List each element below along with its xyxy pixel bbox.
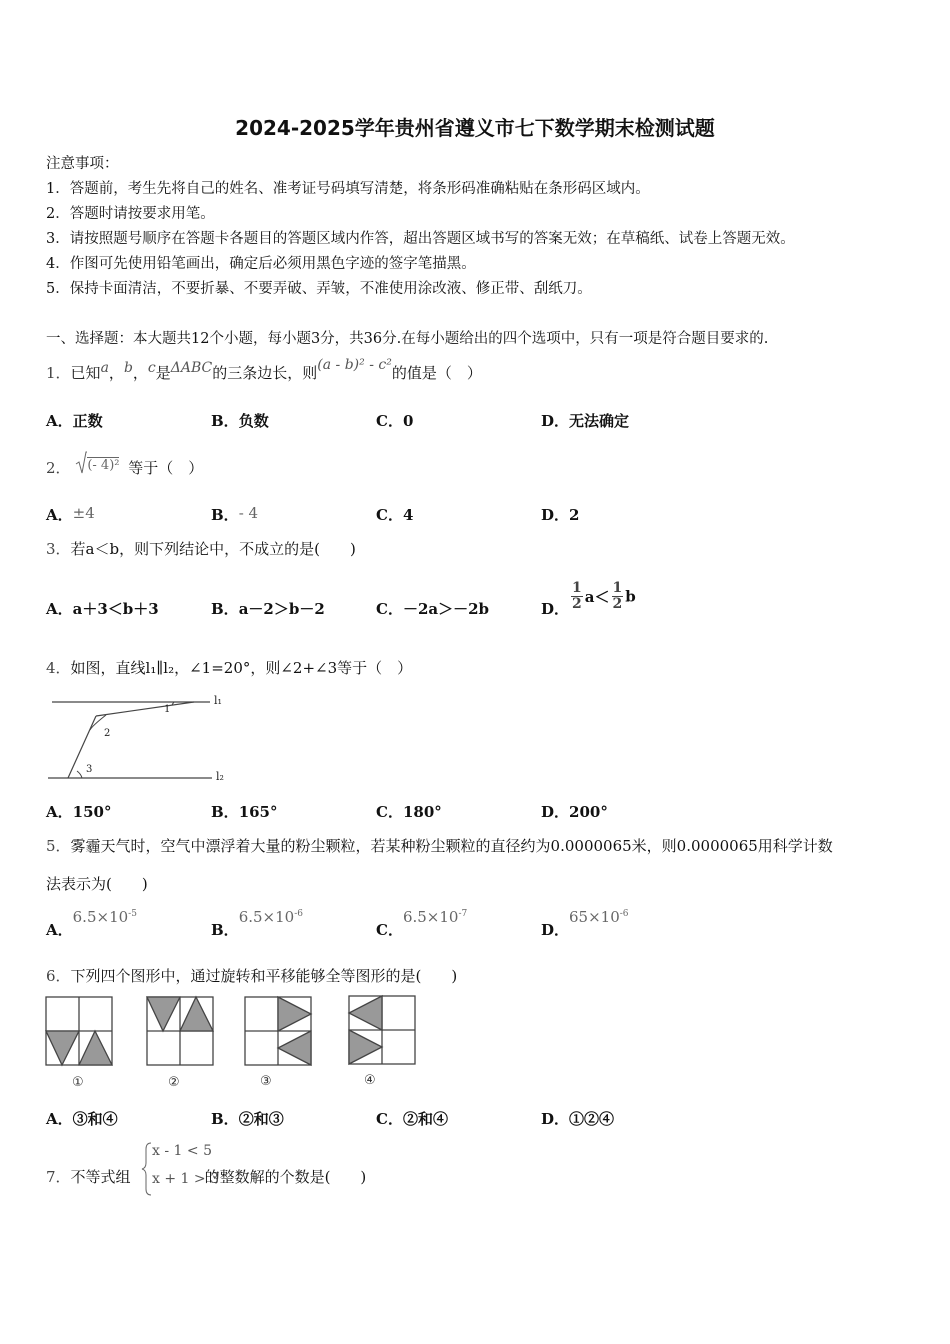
question-5-cont: 法表示为( ) (46, 875, 148, 893)
option-label: C． (376, 412, 403, 430)
label-angle-1: 1 (164, 704, 171, 715)
q2-text: 等于（ ） (128, 459, 204, 477)
q6-text: 下列四个图形中，通过旋转和平移能够全等图形的是( ) (70, 967, 458, 985)
fraction-denominator: 2 (612, 596, 623, 612)
note-item: 3．请按照题号顺序在答题卡各题目的答题区域内作答，超出答题区域书写的答案无效；在草稿纸、试卷上答题无效。 (46, 231, 795, 247)
q4-option-c[interactable] (376, 801, 442, 822)
option-label: A． (46, 412, 73, 430)
option-text: ±4 (72, 504, 95, 522)
shapes-figure (44, 994, 420, 1092)
option-text: 2 (569, 506, 580, 524)
option-base: 65×10 (569, 908, 620, 926)
q2-radicand: (- 4)² (87, 458, 120, 473)
q5-text: 雾霾天气时，空气中漂浮着大量的粉尘颗粒，若某种粉尘颗粒的直径约为0.0000065米，则0.0000065用科学计数 (70, 837, 833, 855)
q1-sep: ， (108, 364, 124, 382)
label-l2: l₂ (216, 770, 224, 783)
option-exponent: -6 (619, 909, 629, 919)
option-label: C． (376, 803, 403, 821)
notes-heading: 注意事项： (46, 156, 119, 172)
shape-label-2: ② (168, 1075, 180, 1090)
option-base: 6.5×10 (238, 908, 295, 926)
section-heading: 一、选择题：本大题共12个小题，每小题3分，共36分.在每小题给出的四个选项中，只有一项是符合题目要求的. (46, 331, 769, 347)
q5-option-a[interactable] (46, 906, 137, 939)
note-item: 5．保持卡面清洁，不要折暴、不要弄破、弄皱，不准使用涂改液、修正带、刮纸刀。 (46, 281, 592, 297)
option-base: 6.5×10 (72, 908, 129, 926)
q1-triangle: ΔABC (170, 360, 213, 376)
option-label: B． (211, 803, 239, 821)
option-text: a＋3＜b＋3 (72, 600, 159, 618)
option-exponent: -6 (294, 909, 303, 919)
q1-text: 的三条边长，则 (212, 364, 318, 382)
q1-option-d[interactable] (541, 410, 629, 431)
sqrt-sign-icon (75, 451, 87, 475)
option-text: －2a＞－2b (402, 600, 490, 618)
option-label: B． (211, 506, 239, 524)
option-exponent: -7 (458, 909, 468, 919)
q1-sep: ， (132, 364, 148, 382)
q6-option-b[interactable] (211, 1108, 284, 1129)
option-label: A． (46, 921, 73, 939)
q1-var-c: c (147, 360, 156, 376)
angle-arc-3 (77, 771, 82, 778)
option-text: - 4 (238, 504, 259, 522)
option-text: 165° (238, 803, 278, 821)
q1-text: 是 (155, 364, 171, 382)
option-text: ②和③ (238, 1110, 284, 1128)
question-2 (46, 457, 203, 478)
q4-text: 如图，直线l₁∥l₂，∠1=20°，则∠2+∠3等于（ ） (70, 659, 413, 677)
fraction-numerator: 1 (612, 580, 623, 596)
shape-3 (245, 997, 311, 1065)
note-item: 2．答题时请按要求用笔。 (46, 206, 215, 222)
q3-number: 3． (46, 540, 71, 558)
note-item: 1．答题前，考生先将自己的姓名、准考证号码填写清楚，将条形码准确粘贴在条形码区域内。 (46, 181, 650, 197)
q6-option-a[interactable] (46, 1108, 118, 1129)
q2-sqrt (75, 455, 119, 473)
shape-label-1: ① (72, 1075, 84, 1090)
q2-number: 2． (46, 459, 71, 477)
question-5 (46, 835, 833, 856)
q4-option-b[interactable] (211, 801, 278, 822)
option-label: D． (541, 921, 570, 939)
option-label: A． (46, 600, 73, 618)
option-text: ①②④ (569, 1110, 615, 1128)
option-label: D． (541, 1110, 570, 1128)
q2-option-d[interactable] (541, 504, 579, 525)
question-1 (46, 357, 482, 383)
q2-option-b[interactable] (211, 504, 258, 525)
option-text: 0 (402, 412, 414, 430)
label-angle-2: 2 (104, 728, 111, 739)
q7-text: 的整数解的个数是( ) (204, 1168, 367, 1186)
q3-option-b[interactable] (211, 598, 325, 619)
shape-4 (349, 996, 415, 1064)
q6-option-c[interactable] (376, 1108, 448, 1129)
question-3 (46, 538, 356, 559)
option-text: 4 (402, 506, 414, 524)
q1-var-b: b (123, 360, 133, 376)
q4-option-a[interactable] (46, 801, 111, 822)
q1-text: 的值是（ ） (391, 364, 482, 382)
option-label: B． (211, 921, 239, 939)
shape-2 (147, 997, 213, 1065)
q2-option-a[interactable] (46, 504, 95, 525)
option-text: ②和④ (402, 1110, 448, 1128)
option-label: D． (541, 803, 570, 821)
fraction (612, 581, 624, 612)
option-exponent: -5 (128, 909, 137, 919)
q4-number: 4． (46, 659, 71, 677)
q6-number: 6． (46, 967, 71, 985)
fraction-denominator: 2 (572, 596, 582, 612)
shape-label-4: ④ (364, 1073, 376, 1088)
option-label: C． (376, 600, 403, 618)
q7-inequality-1: x - 1 < 5 (152, 1143, 212, 1159)
shape-label-3: ③ (260, 1074, 272, 1089)
option-text: b (625, 587, 636, 606)
option-text: a＜ (584, 588, 610, 606)
q1-expression: (a - b)² - c² (317, 357, 392, 373)
option-text: 150° (72, 803, 112, 821)
option-label: D． (541, 412, 570, 430)
parallel-lines-figure (44, 688, 244, 784)
option-label: A． (46, 1110, 73, 1128)
q5-number: 5． (46, 837, 71, 855)
q3-text: 若a＜b，则下列结论中，不成立的是( ) (70, 540, 356, 558)
q3-option-d[interactable] (541, 574, 636, 619)
q1-option-c[interactable] (376, 410, 413, 431)
note-item: 4．作图可先使用铅笔画出，确定后必须用黑色字迹的签字笔描黑。 (46, 256, 476, 272)
option-text: 正数 (72, 412, 103, 430)
fraction (571, 581, 583, 612)
q1-option-b[interactable] (211, 410, 269, 431)
option-base: 6.5×10 (402, 908, 459, 926)
q6-option-d[interactable] (541, 1108, 614, 1129)
label-l1: l₁ (214, 694, 222, 707)
option-text: 200° (569, 803, 608, 821)
q3-option-a[interactable] (46, 598, 159, 619)
label-angle-3: 3 (86, 764, 93, 775)
q1-text: 已知 (70, 364, 101, 382)
q1-number: 1． (46, 364, 71, 382)
question-4 (46, 657, 412, 678)
fraction-numerator: 1 (572, 580, 582, 596)
option-text: 无法确定 (569, 412, 630, 430)
q2-option-c[interactable] (376, 504, 413, 525)
option-label: C． (376, 1110, 403, 1128)
option-text: 180° (402, 803, 442, 821)
option-text: 负数 (238, 412, 269, 430)
question-6 (46, 965, 457, 986)
q4-option-d[interactable] (541, 801, 608, 822)
option-label: A． (46, 506, 73, 524)
q1-var-a: a (100, 360, 109, 376)
q7-inequality-2: x + 1 > 3 (152, 1171, 219, 1187)
option-label: B． (211, 1110, 239, 1128)
option-label: A． (46, 803, 73, 821)
q5-option-c[interactable] (376, 906, 468, 939)
q5-option-d[interactable] (541, 906, 629, 939)
option-label: C． (376, 506, 403, 524)
q7-text: 不等式组 (70, 1168, 131, 1186)
option-label: C． (376, 921, 403, 939)
shape-1 (46, 997, 112, 1065)
option-label: D． (541, 506, 570, 524)
option-label: D． (541, 600, 570, 618)
option-label: B． (211, 412, 239, 430)
option-label: B． (211, 600, 239, 618)
q3-option-c[interactable] (376, 598, 489, 619)
q5-option-b[interactable] (211, 906, 303, 939)
q7-number: 7． (46, 1168, 71, 1186)
option-text: a－2＞b－2 (238, 600, 325, 618)
page-title: 2024-2025学年贵州省遵义市七下数学期末检测试题 (235, 116, 715, 140)
option-text: ③和④ (72, 1110, 118, 1128)
segment-upper (96, 702, 194, 716)
q1-option-a[interactable] (46, 410, 103, 431)
